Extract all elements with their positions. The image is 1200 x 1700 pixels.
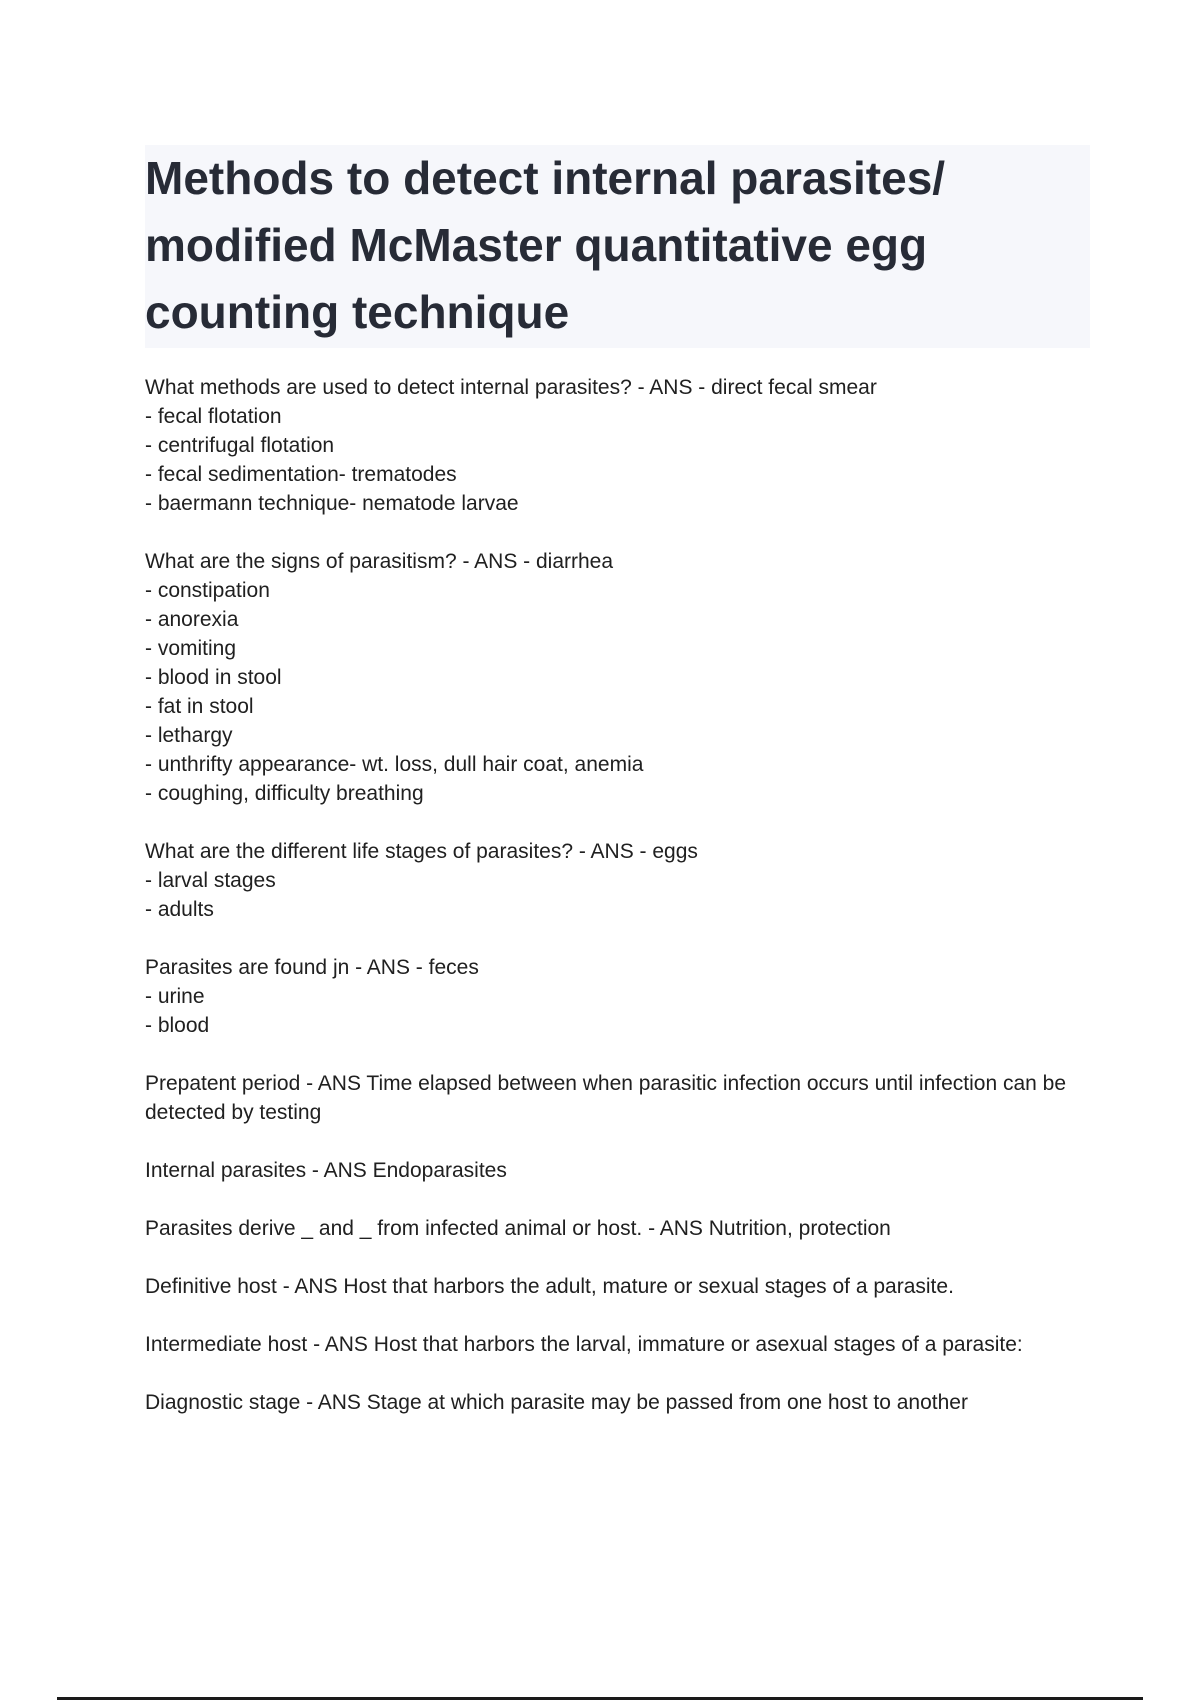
qa-line: - fat in stool (145, 695, 254, 718)
qa-list (145, 373, 1095, 1446)
qa-line: - vomiting (145, 637, 237, 660)
qa-line: - fecal flotation (145, 405, 282, 428)
qa-line: - lethargy (145, 724, 233, 747)
title-block (145, 145, 1090, 348)
qa-line: - fecal sedimentation- trematodes (145, 463, 457, 486)
qa-line: - coughing, difficulty breathing (145, 782, 424, 805)
qa-line: - constipation (145, 579, 270, 602)
qa-entry (145, 547, 1095, 808)
qa-line: - unthrifty appearance- wt. loss, dull hair coat, anemia (145, 753, 644, 776)
qa-line: - urine (145, 985, 205, 1008)
qa-entry (145, 1069, 1095, 1127)
qa-line: Parasites are found jn - ANS - feces (145, 956, 479, 979)
qa-line: - blood (145, 1014, 210, 1037)
title-line: Methods to detect internal parasites/ (145, 152, 946, 204)
qa-line: Prepatent period - ANS Time elapsed between when parasitic infection occurs until infection can be detected by testing (145, 1072, 1067, 1124)
qa-line: - baermann technique- nematode larvae (145, 492, 519, 515)
qa-entry (145, 1388, 1095, 1417)
title-line: counting technique (145, 286, 570, 338)
page-title (145, 145, 1090, 346)
title-line: modified McMaster quantitative egg (145, 219, 928, 271)
qa-line: Diagnostic stage - ANS Stage at which parasite may be passed from one host to another (145, 1391, 968, 1414)
qa-line: - anorexia (145, 608, 239, 631)
qa-line: - blood in stool (145, 666, 282, 689)
qa-entry (145, 373, 1095, 518)
qa-line: What are the different life stages of parasites? - ANS - eggs (145, 840, 698, 863)
qa-entry (145, 1214, 1095, 1243)
qa-line: Definitive host - ANS Host that harbors the adult, mature or sexual stages of a parasite. (145, 1275, 954, 1298)
qa-line: Parasites derive _ and _ from infected animal or host. - ANS Nutrition, protection (145, 1217, 891, 1240)
qa-entry (145, 1330, 1095, 1359)
qa-line: - adults (145, 898, 214, 921)
qa-line: What methods are used to detect internal parasites? - ANS - direct fecal smear (145, 376, 877, 399)
qa-entry (145, 1272, 1095, 1301)
qa-line: Intermediate host - ANS Host that harbors the larval, immature or asexual stages of a parasite: (145, 1333, 1023, 1356)
qa-entry (145, 953, 1095, 1040)
qa-line: - centrifugal flotation (145, 434, 335, 457)
qa-line: - larval stages (145, 869, 276, 892)
qa-entry (145, 837, 1095, 924)
qa-entry (145, 1156, 1095, 1185)
qa-line: Internal parasites - ANS Endoparasites (145, 1159, 507, 1182)
qa-line: What are the signs of parasitism? - ANS - diarrhea (145, 550, 614, 573)
